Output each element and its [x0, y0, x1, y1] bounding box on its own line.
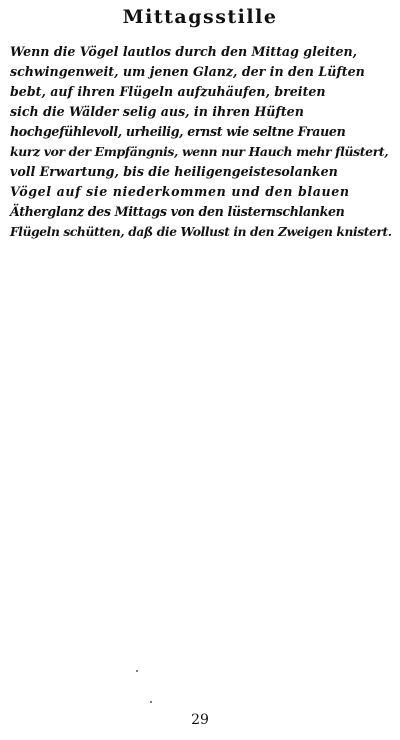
print-speck	[150, 701, 152, 703]
poem-line: Wenn die Vögel lautlos durch den Mittag gleiten,	[10, 44, 358, 59]
poem-line: Ätherglanz des Mittags von den lüsternschlanken	[10, 204, 345, 219]
poem-line: hochgefühlevoll, urheilig, ernst wie seltne Frauen	[10, 124, 346, 139]
poem-title: Mittagsstille	[122, 6, 278, 28]
page-number: 29	[191, 712, 209, 728]
poem-body	[10, 42, 394, 242]
poem-line: kurz vor der Empfängnis, wenn nur Hauch mehr flüstert,	[10, 144, 389, 159]
print-speck	[136, 670, 138, 672]
poem-line: schwingenweit, um jenen Glanz, der in den Lüften	[10, 64, 365, 79]
poem-line: bebt, auf ihren Flügeln aufzuhäufen, breiten	[10, 84, 326, 99]
poem-line: sich die Wälder selig aus, in ihren Hüften	[10, 104, 304, 119]
poem-line: Flügeln schütten, daß die Wollust in den Zweigen knistert.	[10, 225, 392, 239]
poem-line: voll Erwartung, bis die heiligengeistesolanken	[10, 164, 338, 179]
poem-line: Vögel auf sie niederkommen und den blauen	[10, 184, 350, 199]
